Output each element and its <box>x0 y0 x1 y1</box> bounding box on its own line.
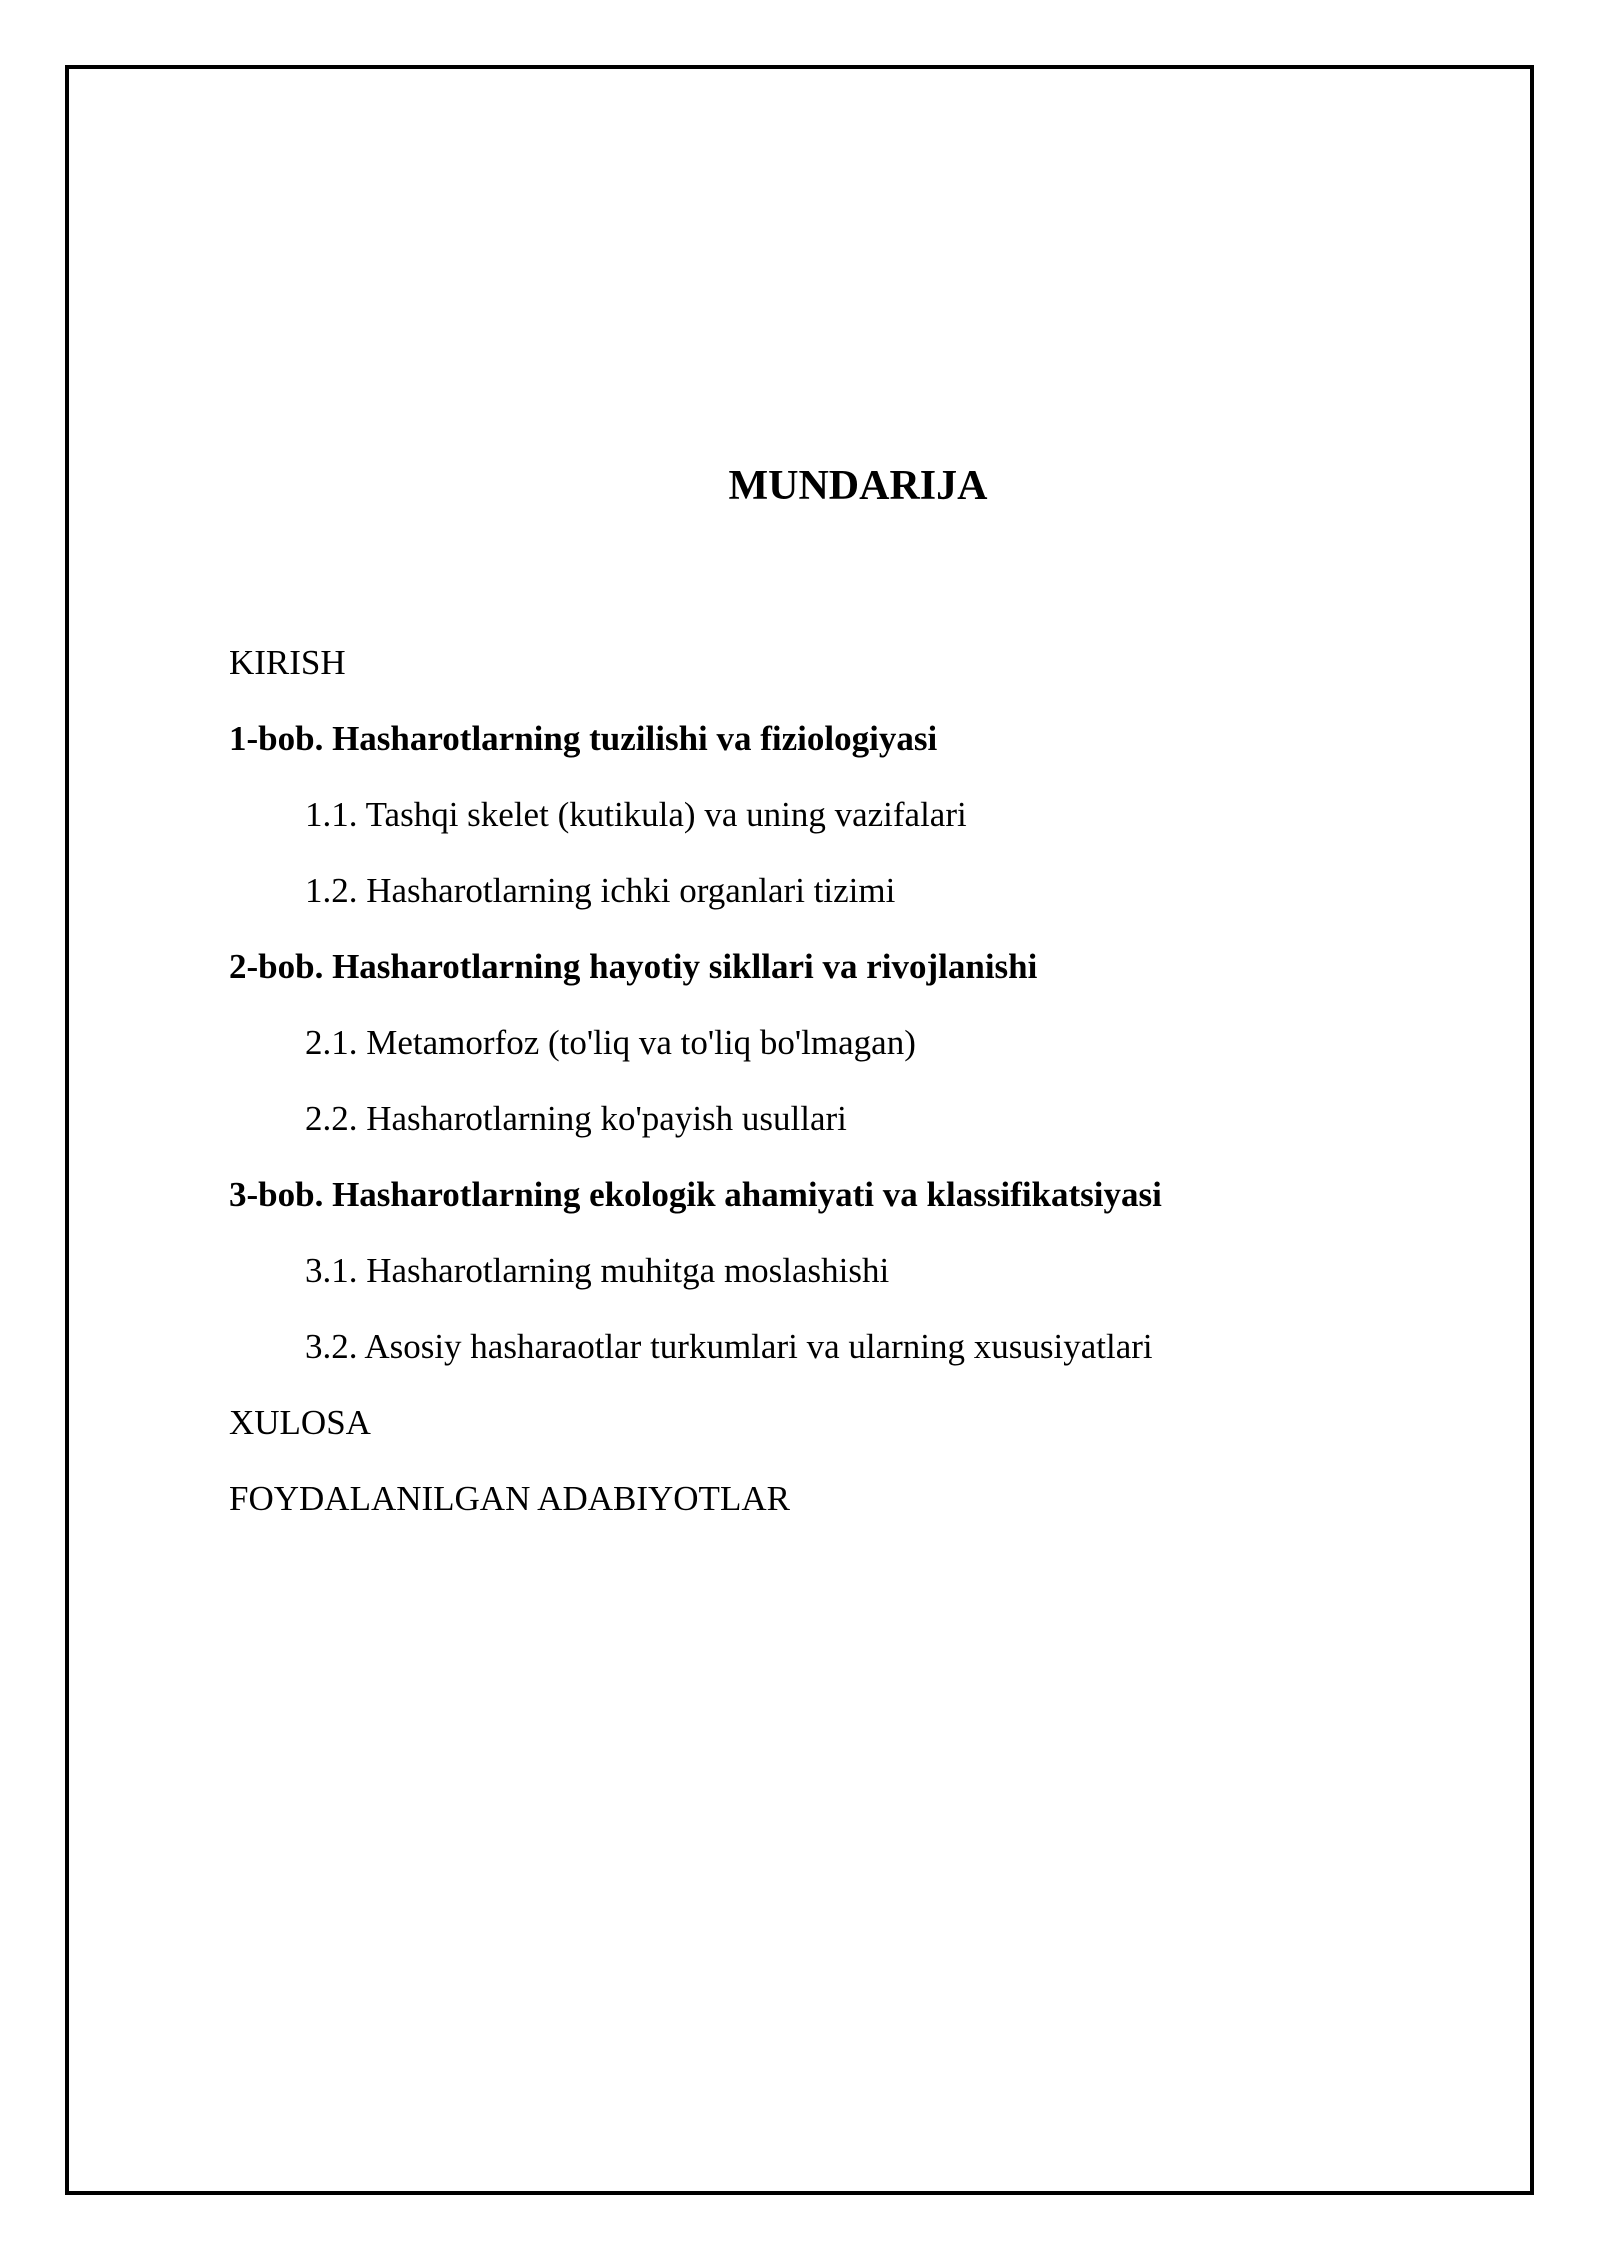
toc-section-2-2: 2.2. Hasharotlarning ko'payish usullari <box>305 1099 847 1138</box>
toc-conclusion: XULOSA <box>229 1403 371 1442</box>
toc-introduction: KIRISH <box>229 643 346 682</box>
toc-section-1-1: 1.1. Tashqi skelet (kutikula) va uning vazifalari <box>305 795 967 834</box>
toc-references: FOYDALANILGAN ADABIYOTLAR <box>229 1479 790 1518</box>
toc-chapter-1: 1-bob. Hasharotlarning tuzilishi va fiziologiyasi <box>229 719 938 758</box>
toc-chapter-2: 2-bob. Hasharotlarning hayotiy sikllari va rivojlanishi <box>229 947 1038 986</box>
toc-chapter-3: 3-bob. Hasharotlarning ekologik ahamiyati va klassifikatsiyasi <box>229 1175 1162 1214</box>
table-of-contents <box>229 640 1162 1552</box>
toc-section-2-1: 2.1. Metamorfoz (to'liq va to'liq bo'lmagan) <box>305 1023 916 1062</box>
toc-section-3-2: 3.2. Asosiy hasharaotlar turkumlari va ularning xususiyatlari <box>305 1327 1153 1366</box>
toc-section-3-1: 3.1. Hasharotlarning muhitga moslashishi <box>305 1251 890 1290</box>
toc-section-1-2: 1.2. Hasharotlarning ichki organlari tizimi <box>305 871 896 910</box>
page-title: MUNDARIJA <box>728 463 988 509</box>
